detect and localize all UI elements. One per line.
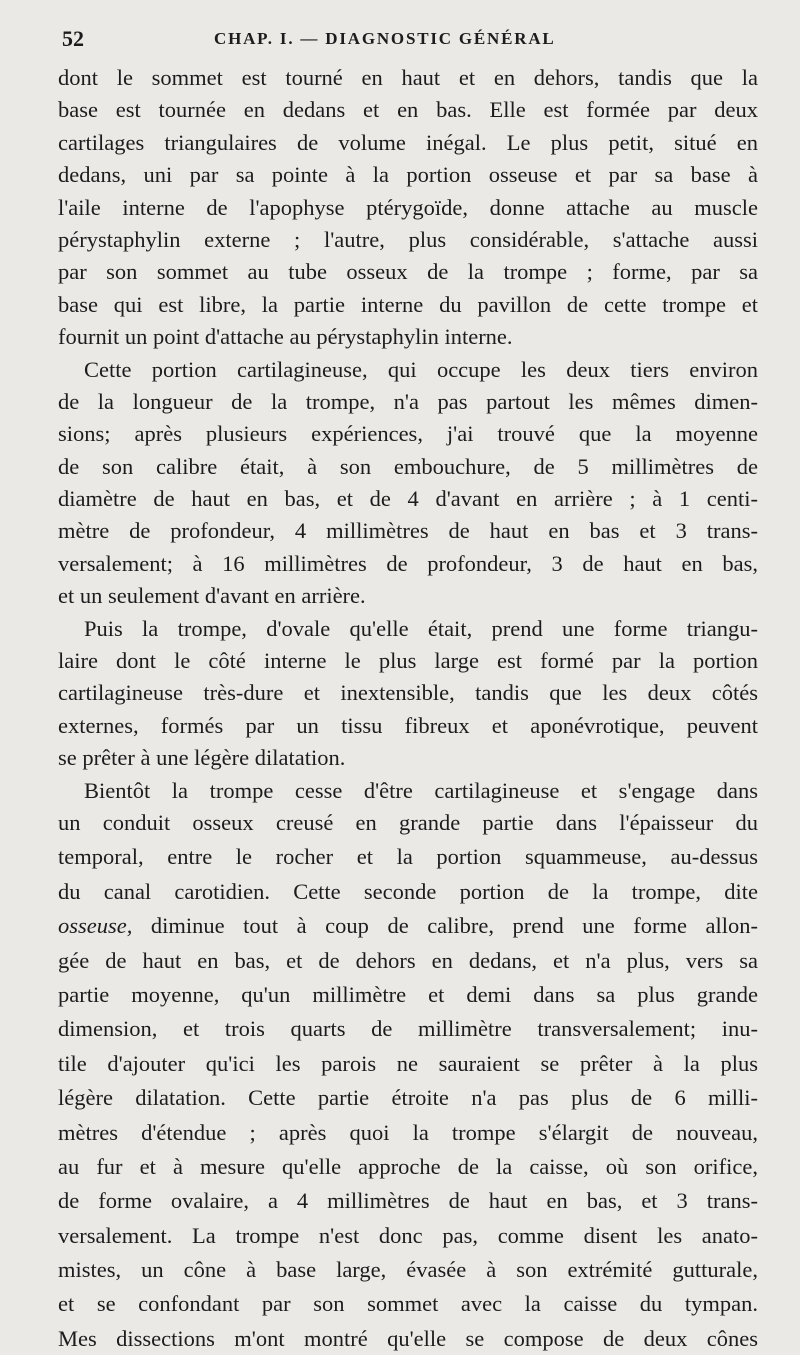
text-line: cartilages triangulaires de volume inégal. Le plus petit, situé en — [58, 129, 758, 155]
text-line: versalement; à 16 millimètres de profondeur, 3 de haut en bas, — [58, 550, 758, 576]
text-line: gée de haut en bas, et de dehors en dedans, et n'a plus, vers sa — [58, 947, 758, 973]
text-line: Mes dissections m'ont montré qu'elle se compose de deux cônes — [58, 1325, 758, 1351]
text-line: au fur et à mesure qu'elle approche de la caisse, où son orifice, — [58, 1153, 758, 1179]
text-line: un conduit osseux creusé en grande partie dans l'épaisseur du — [58, 809, 758, 835]
paragraph-first-line: Cette portion cartilagineuse, qui occupe les deux tiers environ — [84, 356, 758, 382]
text-line: de forme ovalaire, a 4 millimètres de haut en bas, et 3 trans- — [58, 1188, 758, 1214]
text-line: dont le sommet est tourné en haut et en dehors, tandis que la — [58, 65, 758, 90]
text-line: dedans, uni par sa pointe à la portion osseuse et par sa base à — [58, 162, 758, 188]
text-line-rest: diminue tout à coup de calibre, prend une forme allon- — [150, 913, 759, 939]
text-line: et un seulement d'avant en arrière. — [58, 583, 366, 609]
text-line: se prêter à une légère dilatation. — [58, 745, 346, 771]
text-line: mistes, un cône à base large, évasée à son extrémité gutturale, — [58, 1257, 758, 1283]
text-line: cartilagineuse très-dure et inextensible, tandis que les deux côtés — [58, 680, 758, 706]
text-line: fournit un point d'attache au pérystaphylin interne. — [58, 324, 513, 350]
text-line: pérystaphylin externe ; l'autre, plus considérable, s'attache aussi — [58, 226, 758, 252]
text-line: sions; après plusieurs expériences, j'ai trouvé que la moyenne — [58, 421, 758, 447]
page-header — [62, 26, 758, 56]
text-line: mètres d'étendue ; après quoi la trompe s'élargit de nouveau, — [58, 1119, 758, 1145]
text-line: l'aile interne de l'apophyse ptérygoïde, donne attache au muscle — [58, 194, 758, 220]
text-line: laire dont le côté interne le plus large est formé par la portion — [58, 648, 758, 674]
text-line: du canal carotidien. Cette seconde portion de la trompe, dite — [58, 878, 758, 904]
paragraph-first-line: Puis la trompe, d'ovale qu'elle était, prend une forme triangu- — [84, 615, 758, 641]
text-line: diamètre de haut en bas, et de 4 d'avant en arrière ; à 1 centi- — [58, 486, 758, 512]
text-line: mètre de profondeur, 4 millimètres de haut en bas et 3 trans- — [58, 518, 758, 544]
text-line: tile d'ajouter qu'ici les parois ne sauraient se prêter à la plus — [58, 1050, 758, 1076]
body-text — [58, 62, 758, 1355]
page-number: 52 — [62, 26, 84, 51]
text-line: de son calibre était, à son embouchure, de 5 millimètres de — [58, 453, 758, 479]
text-line: versalement. La trompe n'est donc pas, comme disent les anato- — [58, 1222, 758, 1248]
text-line: de la longueur de la trompe, n'a pas partout les mêmes dimen- — [58, 388, 758, 414]
text-line: partie moyenne, qu'un millimètre et demi dans sa plus grande — [58, 981, 758, 1007]
text-line: par son sommet au tube osseux de la trompe ; forme, par sa — [58, 259, 758, 285]
text-line: base est tournée en dedans et en bas. Elle est formée par deux — [58, 97, 758, 123]
text-line: légère dilatation. Cette partie étroite n'a pas plus de 6 milli- — [58, 1085, 758, 1111]
text-line: externes, formés par un tissu fibreux et aponévrotique, peuvent — [58, 712, 758, 738]
text-line: dimension, et trois quarts de millimètre transversalement; inu- — [58, 1016, 758, 1042]
running-head: CHAP. I. — DIAGNOSTIC GÉNÉRAL — [214, 29, 556, 48]
text-line: temporal, entre le rocher et la portion squammeuse, au-dessus — [58, 844, 758, 870]
paragraph-first-line: Bientôt la trompe cesse d'être cartilagineuse et s'engage dans — [84, 777, 758, 803]
text-line: base qui est libre, la partie interne du pavillon de cette trompe et — [58, 291, 758, 317]
text-line: et se confondant par son sommet avec la caisse du tympan. — [58, 1291, 758, 1317]
italic-term: osseuse, — [58, 913, 133, 939]
text-line — [58, 908, 758, 942]
